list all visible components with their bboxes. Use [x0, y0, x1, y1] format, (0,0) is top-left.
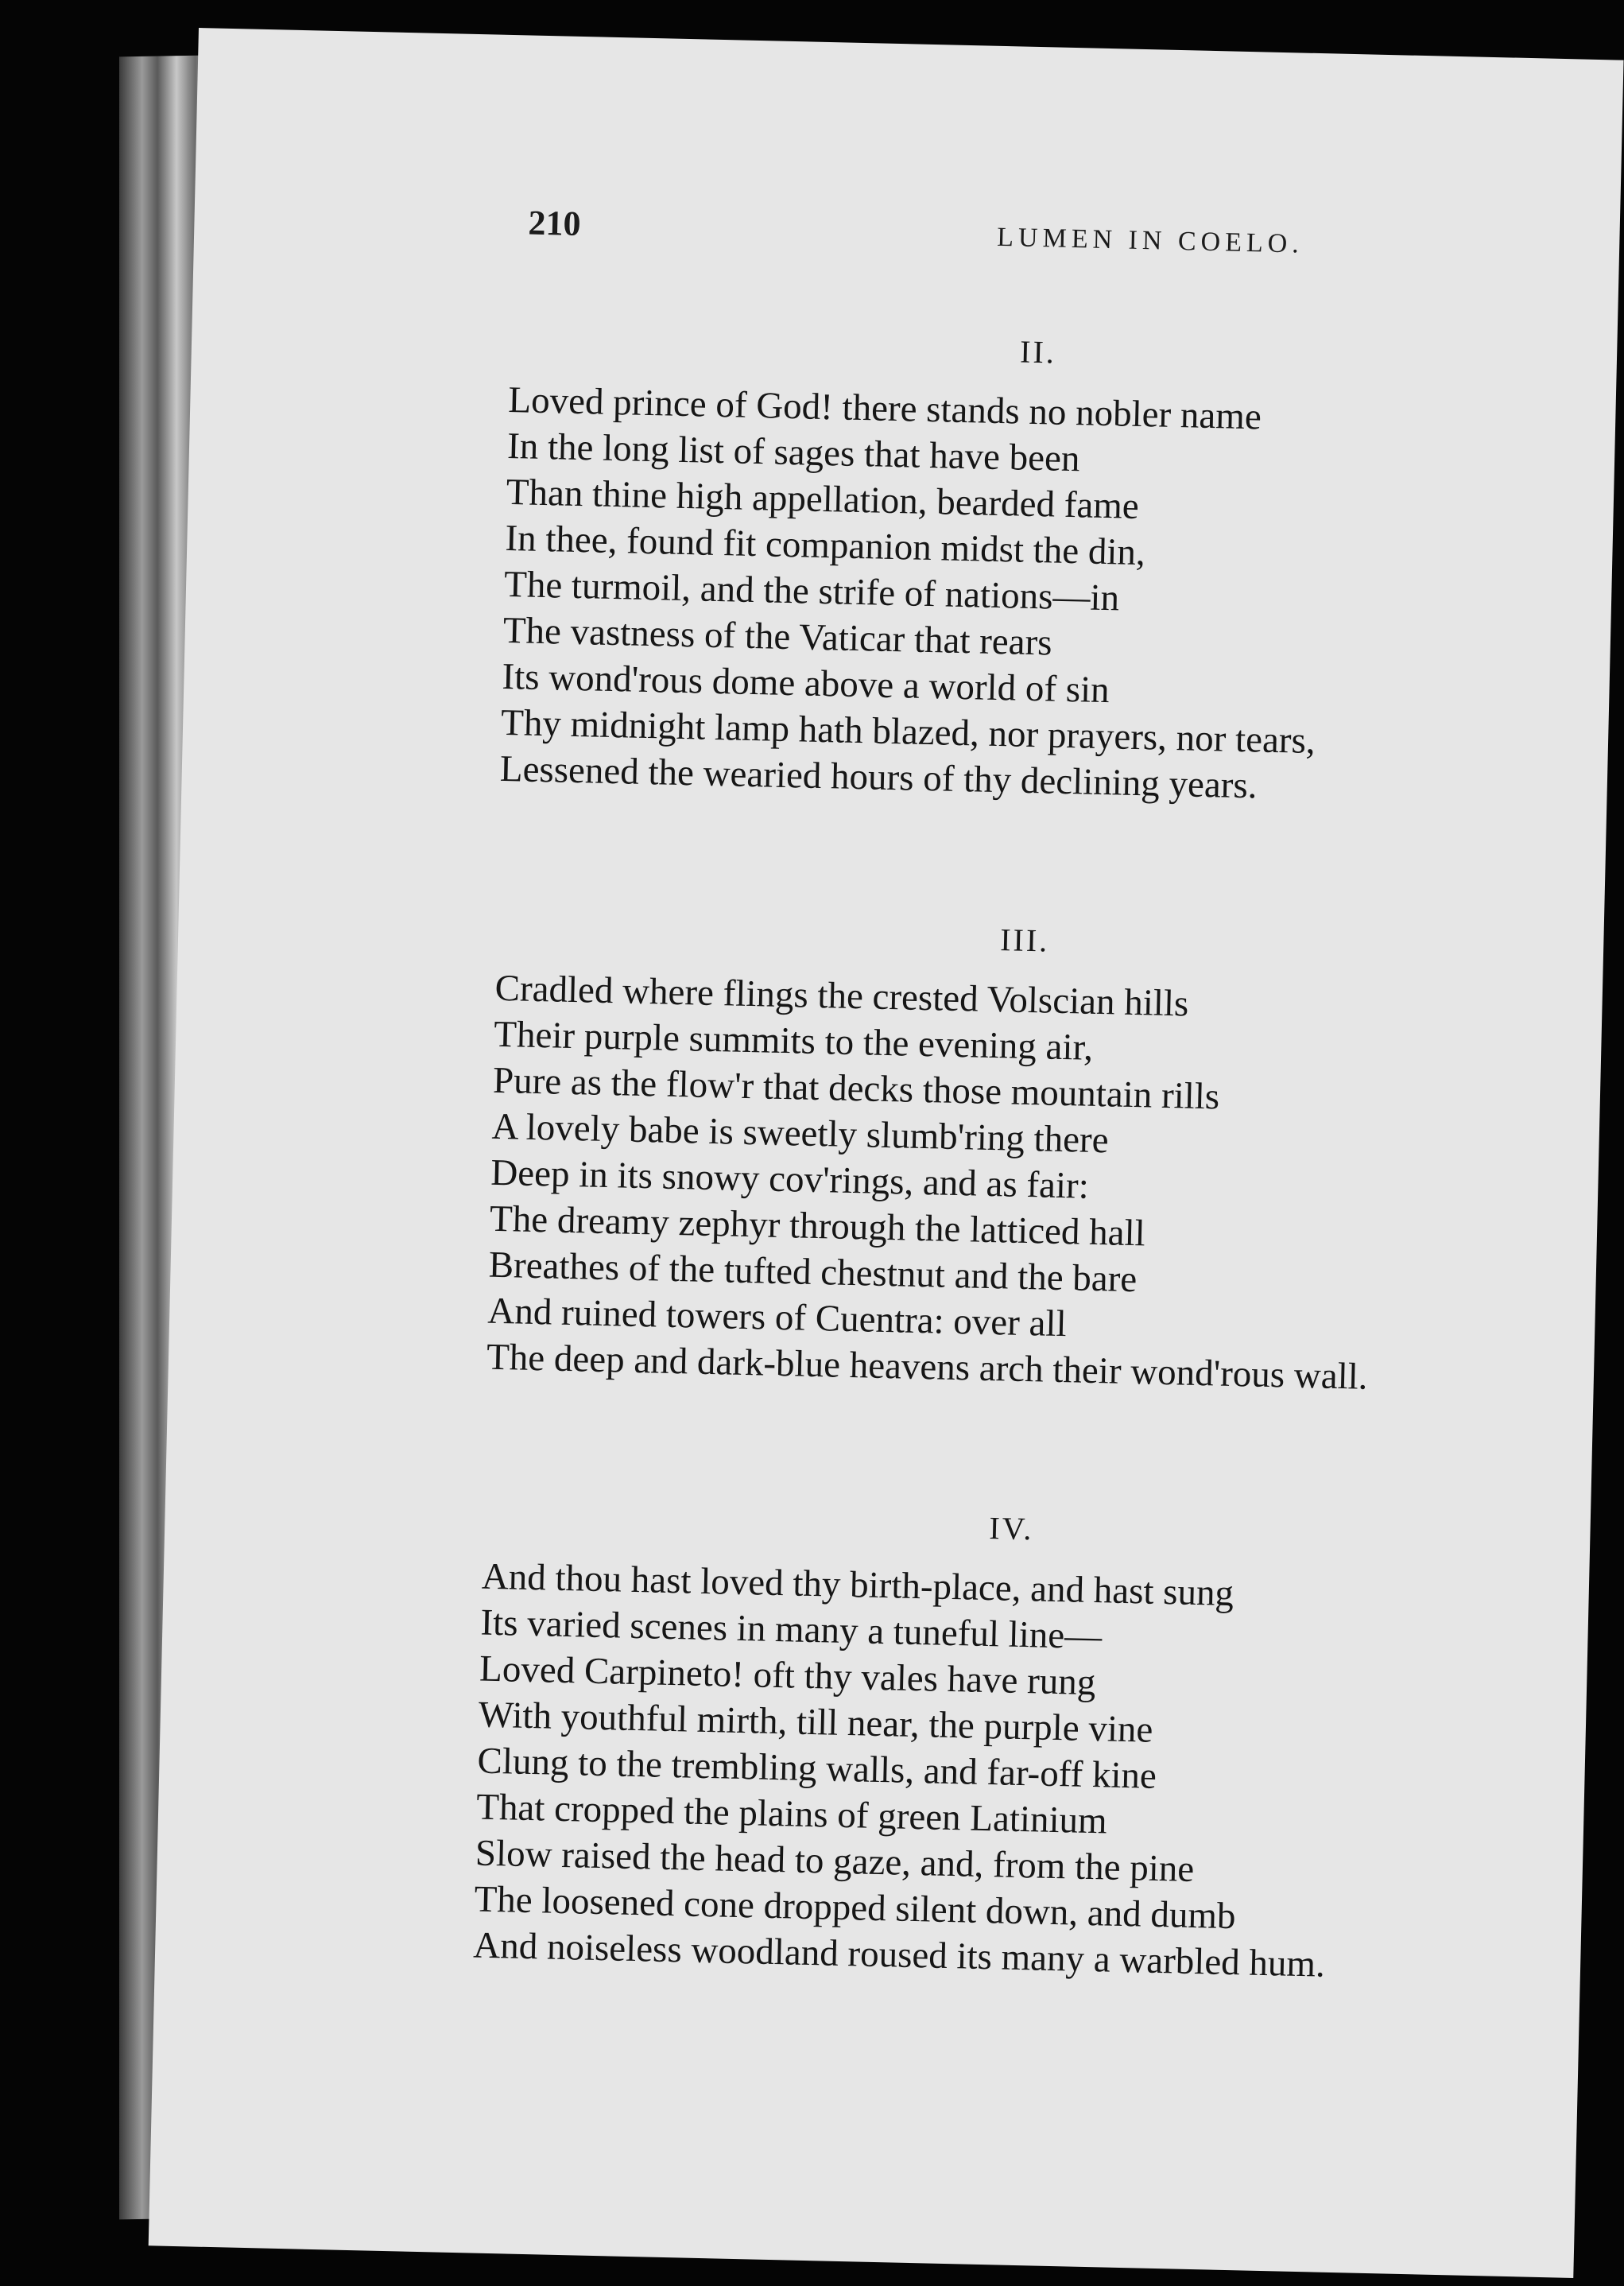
- stanza-lines: [473, 1554, 1334, 1988]
- page-header: [528, 202, 1620, 274]
- poem-line: Its wond'rous dome above a world of sin: [501, 655, 1110, 712]
- poem-line: Its varied scenes in many a tuneful line—: [480, 1601, 1103, 1658]
- poem-line: And ruined towers of Cuentra: over all: [486, 1290, 1068, 1345]
- poem-line: Deep in its snowy cov'rings, and as fair:: [490, 1151, 1090, 1207]
- poem-line: Their purple summits to the evening air,: [493, 1013, 1094, 1069]
- poem-line: Loved prince of God! there stands no nobler name: [507, 378, 1262, 438]
- stanza-numeral: III.: [999, 922, 1050, 959]
- poem-line: Slow raised the head to gaze, and, from the pine: [475, 1832, 1195, 1890]
- poem-line: Pure as the flow'r that decks those mountain rills: [492, 1059, 1220, 1118]
- poem-line: Clung to the trembling walls, and far-off kine: [477, 1740, 1157, 1797]
- stanza-iv: [472, 1498, 1541, 1985]
- stanza-lines: [486, 965, 1377, 1400]
- poem-line: Thy midnight lamp hath blazed, nor prayers, nor tears,: [500, 701, 1316, 763]
- poem-line: In the long list of sages that have been: [506, 425, 1081, 480]
- book-page: [149, 28, 1624, 2278]
- poem-line: That cropped the plains of green Latinium: [475, 1786, 1108, 1842]
- poem-line: In thee, found fit companion midst the din,: [504, 517, 1146, 574]
- running-head: LUMEN IN COELO.: [996, 222, 1304, 259]
- poem-line: Cradled where flings the crested Volscian hills: [494, 967, 1189, 1025]
- page-number: 210: [527, 203, 582, 243]
- poem-line: The vastness of the Vaticar that rears: [502, 609, 1053, 664]
- poem-line: The turmoil, and the strife of nations—in: [503, 563, 1120, 619]
- poem-line: A lovely babe is sweetly slumb'ring there: [491, 1105, 1110, 1162]
- stanza-lines: [499, 377, 1323, 810]
- poem-line: Loved Carpineto! oft thy vales have rung: [479, 1648, 1096, 1704]
- poem-line: And thou hast loved thy birth-place, and hast sung: [481, 1555, 1234, 1615]
- poem-line: The deep and dark-blue heavens arch their wond'rous wall.: [486, 1336, 1369, 1398]
- poem-line: Than thine high appellation, bearded fame: [506, 471, 1140, 527]
- poem-line: The loosened cone dropped silent down, and dumb: [474, 1878, 1237, 1938]
- stanza-iii: [486, 910, 1554, 1398]
- poem-line: Breathes of the tufted chestnut and the bare: [488, 1244, 1138, 1301]
- poem-line: With youthful mirth, till near, the purple vine: [478, 1694, 1153, 1751]
- poem-line: Lessened the wearied hours of thy declining years.: [499, 747, 1258, 807]
- poem-line: The dreamy zephyr through the latticed hall: [489, 1197, 1146, 1255]
- stanza-ii: [499, 321, 1568, 807]
- stanza-numeral: IV.: [988, 1510, 1034, 1547]
- stanza-numeral: II.: [1019, 333, 1057, 371]
- poem-line: And noiseless woodland roused its many a warbled hum.: [472, 1924, 1326, 1985]
